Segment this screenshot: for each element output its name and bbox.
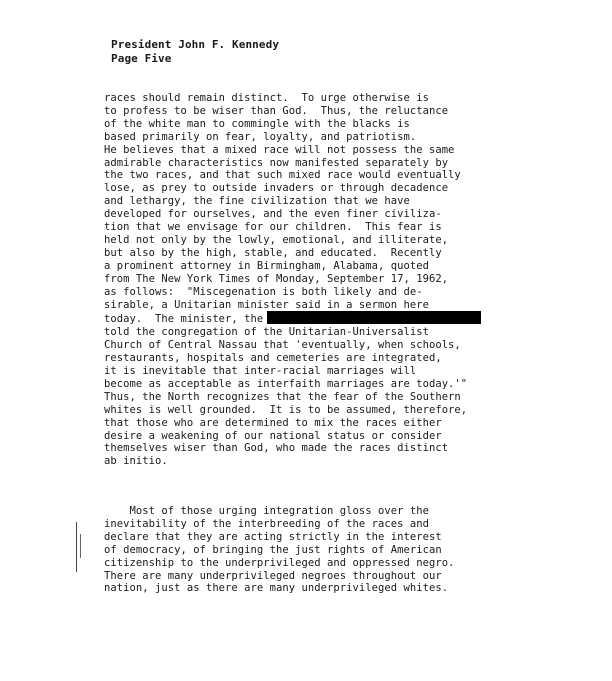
text-line: There are many underprivileged negroes throughout our (104, 569, 442, 582)
text-line: citizenship to the underprivileged and oppressed negro. (104, 556, 455, 569)
text-line: admirable characteristics now manifested separately by (104, 156, 449, 169)
text-line: held not only by the lowly, emotional, and illiterate, (104, 233, 449, 246)
text-line: but also by the high, stable, and educated. Recently (104, 246, 442, 259)
text-fragment: today. The minister, the (104, 313, 264, 326)
text-line: tion that we envisage for our children. This fear is (104, 221, 442, 234)
page-number-line: Page Five (111, 52, 172, 65)
text-line: ab initio. (104, 455, 168, 468)
text-line: lose, as prey to outside invaders or through decadence (104, 182, 449, 195)
text-line: themselves wiser than God, who made the races distinct (104, 442, 449, 455)
text-line: nation, just as there are many underprivileged whites. (104, 582, 449, 595)
text-line: of democracy, of bringing the just rights of American (104, 543, 442, 556)
text-line: it is inevitable that inter-racial marriages will (104, 365, 417, 378)
redaction-bar (267, 311, 481, 324)
text-line: based primarily on fear, loyalty, and patriotism. (104, 130, 417, 143)
text-line: sirable, a Unitarian minister said in a sermon here (104, 298, 429, 311)
text-line: Most of those urging integration gloss over the (104, 505, 429, 517)
text-line: told the congregation of the Unitarian-Universalist (104, 326, 429, 339)
text-line: a prominent attorney in Birmingham, Alabama, quoted (104, 259, 429, 272)
text-line: the two races, and that such mixed race would eventually (104, 169, 461, 182)
text-line: restaurants, hospitals and cemeteries are integrated, (104, 352, 442, 365)
paragraph-1 (104, 92, 481, 468)
text-line: to profess to be wiser than God. Thus, the reluctance (104, 104, 449, 117)
text-line: from The New York Times of Monday, September 17, 1962, (104, 272, 449, 285)
text-line: He believes that a mixed race will not possess the same (104, 143, 455, 156)
text-line: Thus, the North recognizes that the fear of the Southern (104, 390, 461, 403)
text-line: declare that they are acting strictly in the interest (104, 530, 442, 543)
text-line: of the white man to commingle with the blacks is (104, 117, 410, 130)
text-line: that those who are determined to mix the races either (104, 416, 442, 429)
margin-mark (76, 522, 79, 572)
margin-mark (80, 534, 82, 558)
text-line: inevitability of the interbreeding of the races and (104, 517, 429, 530)
text-line: as follows: "Miscegenation is both likely and de- (104, 285, 423, 298)
text-line-with-redaction (104, 311, 481, 326)
text-line: desire a weakening of our national status or consider (104, 429, 442, 442)
text-line: Church of Central Nassau that 'eventually, when schools, (104, 339, 461, 352)
text-line: developed for ourselves, and the even finer civiliza- (104, 208, 442, 221)
text-line: races should remain distinct. To urge otherwise is (104, 92, 429, 104)
letter-header (111, 38, 279, 66)
text-line: become as acceptable as interfaith marriages are today.'" (104, 377, 468, 390)
paragraph-2 (104, 505, 454, 595)
text-line: and lethargy, the fine civilization that we have (104, 195, 410, 208)
text-line: whites is well grounded. It is to be assumed, therefore, (104, 403, 468, 416)
recipient-line: President John F. Kennedy (111, 38, 280, 51)
